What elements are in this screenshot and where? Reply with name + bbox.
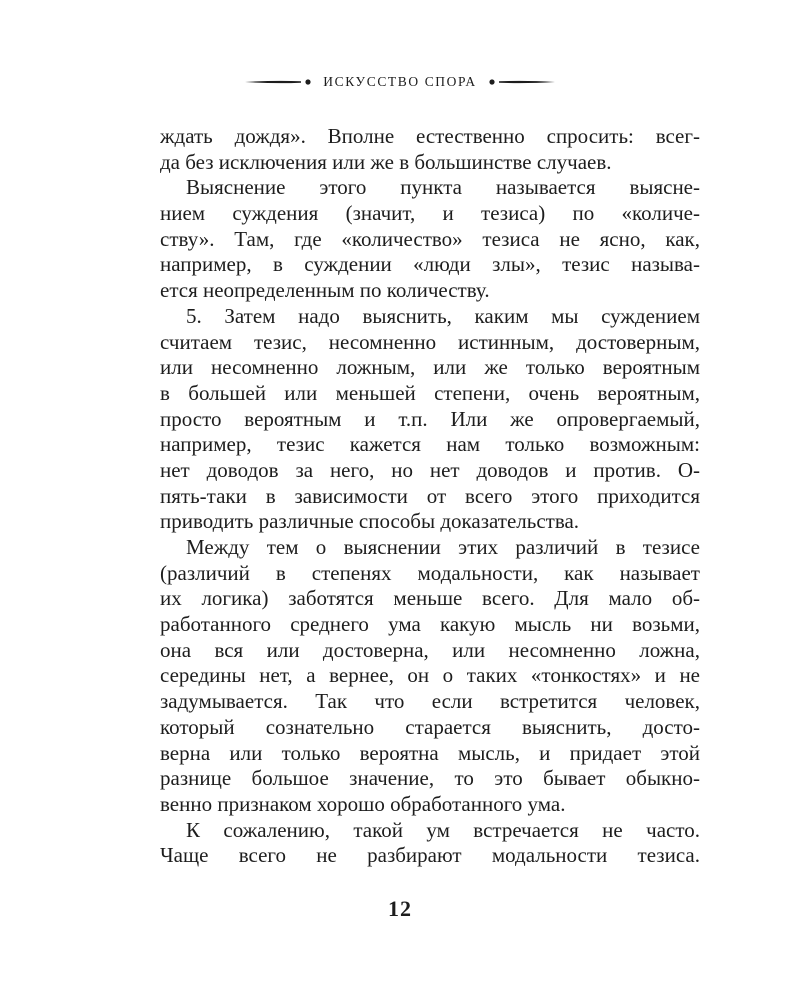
text-line: нет доводов за него, но нет доводов и против. О-: [160, 457, 700, 482]
text-line: их логика) заботятся меньше всего. Для мало об-: [160, 586, 700, 611]
text-line: Выяснение этого пункта называется выясне-: [186, 175, 700, 200]
left-ornament-icon: [245, 77, 315, 87]
text-line: венно признаком хорошо обработанного ума.: [160, 791, 566, 816]
text-line: К сожалению, такой ум встречается не часто.: [186, 817, 700, 842]
text-line: задумывается. Так что если встретится человек,: [160, 689, 700, 714]
body-text: [160, 124, 700, 884]
text-line: ству». Там, где «количество» тезиса не ясно, как,: [160, 226, 700, 251]
text-line: просто вероятным и т.п. Или же опровергаемый,: [160, 406, 700, 431]
text-line: считаем тезис, несомненно истинным, достоверным,: [160, 329, 700, 354]
text-line: (различий в степенях модальности, как называет: [160, 560, 700, 585]
text-line: Чаще всего не разбирают модальности тезиса.: [160, 843, 700, 868]
text-line: ждать дождя». Вполне естественно спросить: всег-: [160, 124, 700, 148]
text-line: пять-таки в зависимости от всего этого приходится: [160, 483, 700, 508]
text-line: например, в суждении «люди злы», тезис называ-: [160, 252, 700, 277]
text-line: верна или только вероятна мысль, и придает этой: [160, 740, 700, 765]
text-line: приводить различные способы доказательства.: [160, 509, 580, 534]
text-line: да без исключения или же в большинстве случаев.: [160, 149, 612, 174]
text-line: Между тем о выяснении этих различий в тезисе: [186, 535, 700, 559]
text-line: разнице большое значение, то это бывает обыкно-: [160, 766, 700, 791]
text-line: или несомненно ложным, или же только вероятным: [160, 355, 700, 380]
running-head-title: ИСКУССТВО СПОРА: [323, 74, 477, 89]
text-line: ется неопределенным по количеству.: [160, 278, 490, 303]
right-ornament-icon: [485, 77, 555, 87]
text-line: который сознательно старается выяснить, досто-: [160, 714, 700, 739]
page-number: 12: [388, 896, 412, 921]
text-line: 5. Затем надо выяснить, каким мы суждением: [186, 303, 700, 328]
text-line: например, тезис кажется нам только возможным:: [160, 432, 700, 457]
text-line: работанного среднего ума какую мысль ни возьми,: [160, 612, 700, 637]
text-line: в большей или меньшей степени, очень вероятным,: [160, 380, 700, 405]
text-line: она вся или достоверна, или несомненно ложна,: [160, 637, 700, 662]
text-line: нием суждения (значит, и тезиса) по «количе-: [160, 201, 700, 226]
running-head: [0, 72, 800, 92]
text-line: середины нет, а вернее, он о таких «тонкостях» и не: [160, 663, 700, 688]
